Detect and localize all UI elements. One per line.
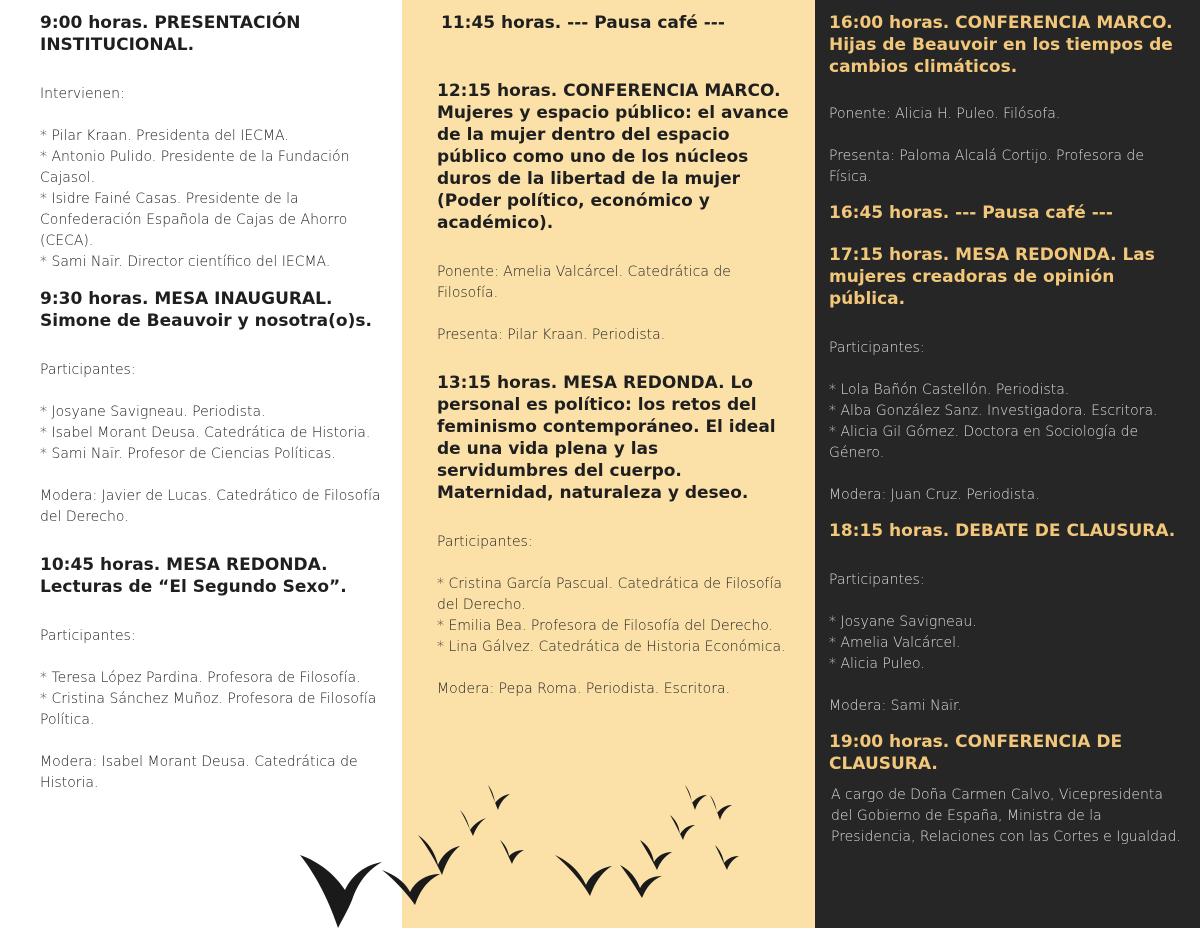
session-title: 10:45 horas. MESA REDONDA. Lecturas de “El Segundo Sexo”. [40,555,347,597]
session-title: 16:00 horas. CONFERENCIA MARCO. Hijas de Beauvoir en los tiempos de cambios climáticos. [829,13,1173,77]
list-item: * Teresa López Pardina. Profesora de Filosofía. [40,670,361,686]
session-label: Participantes: [40,362,136,378]
list-item: * Emilia Bea. Profesora de Filosofía del Derecho. [437,618,773,634]
session-label: Participantes: [40,628,136,644]
moderator: Modera: Javier de Lucas. Catedrático de Filosofía del Derecho. [40,488,381,525]
presenter: Presenta: Pilar Kraan. Periodista. [437,327,666,343]
moderator: Modera: Isabel Morant Deusa. Catedrática de Historia. [40,754,358,791]
birds-silhouette-icon [290,770,750,928]
list-item: * Sami Naïr. Director científico del IECMA. [40,254,331,270]
list-item: * Lina Gálvez. Catedrática de Historia Económica. [437,639,786,655]
session-title: 18:15 horas. DEBATE DE CLAUSURA. [829,521,1176,541]
coffee-break: 16:45 horas. --- Pausa café --- [829,203,1113,223]
session-title: 9:30 horas. MESA INAUGURAL. Simone de Beauvoir y nosotra(o)s. [40,289,372,331]
session-title: 12:15 horas. CONFERENCIA MARCO. Mujeres y espacio público: el avance de la mujer dentro del espacio público como uno de los núcleos duros de la libertad de la mujer (Poder político, económico y académico). [437,81,789,233]
session-label: Participantes: [437,534,533,550]
list-item: * Josyane Savigneau. Periodista. [40,404,266,420]
session-label: Participantes: [829,572,925,588]
session-title: 17:15 horas. MESA REDONDA. Las mujeres creadoras de opinión pública. [829,245,1155,309]
list-item: * Sami Naïr. Profesor de Ciencias Políticas. [40,446,336,462]
closing-text: A cargo de Doña Carmen Calvo, Vicepresidenta del Gobierno de España, Ministra de la Presidencia, Relaciones con las Cortes e Igualdad. [831,787,1181,845]
moderator: Modera: Juan Cruz. Periodista. [829,487,1040,503]
column-afternoon [815,0,1200,928]
list-item: * Amelia Valcárcel. [829,635,961,651]
list-item: * Cristina García Pascual. Catedrática de Filosofía del Derecho. [437,576,782,613]
speaker: Ponente: Alicia H. Puleo. Filósofa. [829,106,1061,122]
moderator: Modera: Sami Naïr. [829,698,962,714]
session-title: 19:00 horas. CONFERENCIA DE CLAUSURA. [829,732,1123,774]
list-item: * Alicia Puleo. [829,656,925,672]
list-item: * Isabel Morant Deusa. Catedrática de Historia. [40,425,371,441]
speaker: Ponente: Amelia Valcárcel. Catedrática de Filosofía. [437,264,731,301]
list-item: * Josyane Savigneau. [829,614,977,630]
session-title: 9:00 horas. PRESENTACIÓN INSTITUCIONAL. [40,13,301,55]
list-item: * Lola Bañón Castellón. Periodista. [829,382,1070,398]
list-item: * Antonio Pulido. Presidente de la Fundación Cajasol. [40,149,350,186]
session-label: Participantes: [829,340,925,356]
list-item: * Alba González Sanz. Investigadora. Escritora. [829,403,1158,419]
list-item: * Pilar Kraan. Presidenta del IECMA. [40,128,289,144]
moderator: Modera: Pepa Roma. Periodista. Escritora. [437,681,731,697]
coffee-break: 11:45 horas. --- Pausa café --- [441,13,725,33]
presenter: Presenta: Paloma Alcalá Cortijo. Profesora de Física. [829,148,1144,185]
list-item: * Isidre Fainé Casas. Presidente de la Confederación Española de Cajas de Ahorro (CECA). [40,191,348,249]
session-title: 13:15 horas. MESA REDONDA. Lo personal es político: los retos del feminismo contemporáneo. El ideal de una vida plena y las servidumbres del cuerpo. Maternidad, naturaleza y deseo. [437,373,776,503]
session-label: Intervienen: [40,86,125,102]
list-item: * Cristina Sánchez Muñoz. Profesora de Filosofía Política. [40,691,377,728]
list-item: * Alicia Gil Gómez. Doctora en Sociología de Género. [829,424,1139,461]
